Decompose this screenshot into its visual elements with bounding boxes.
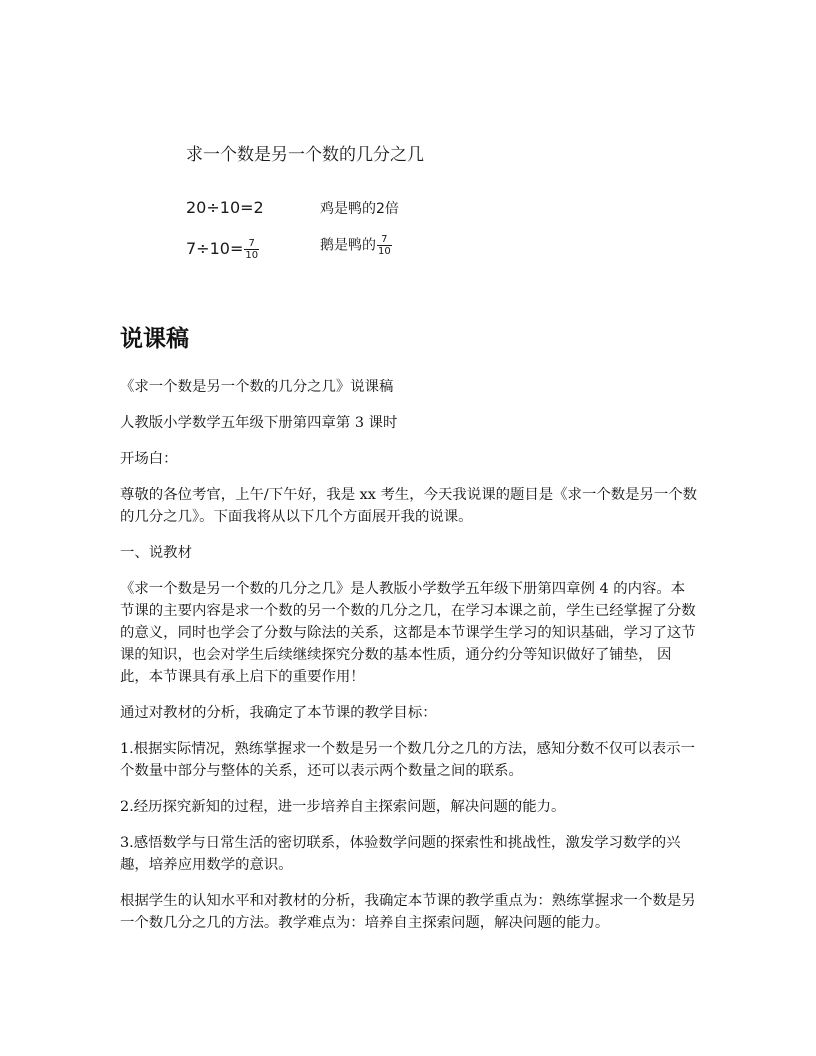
note-two	[320, 234, 392, 257]
opening-label: 开场白：	[120, 451, 178, 467]
equation-two-prefix: 7÷10=	[186, 239, 244, 258]
objective-item: 3.感悟数学与日常生活的密切联系，体验数学问题的探索性和挑战性，激发学习数学的兴趣，培养应用数学的意识。	[120, 835, 681, 873]
key-points-paragraph: 根据学生的认知水平和对教材的分析，我确定本节课的教学重点为：熟练掌握求一个数是另一个数几分之几的方法。教学难点为：培养自主探索问题，解决问题的能力。	[120, 893, 696, 931]
blackboard-example	[186, 140, 486, 270]
equation-two	[186, 238, 259, 261]
fraction-numerator: 7	[377, 234, 392, 246]
equation-two-fraction	[244, 238, 259, 261]
objective-item: 1.根据实际情况，熟练掌握求一个数是另一个数几分之几的方法，感知分数不仅可以表示一个数量中部分与整体的关系，还可以表示两个数量之间的联系。	[120, 741, 695, 779]
textbook-info: 人教版小学数学五年级下册第四章第 3 课时	[120, 415, 398, 431]
note-two-fraction	[377, 234, 392, 257]
section-heading: 一、说教材	[120, 545, 192, 561]
fraction-numerator: 7	[244, 238, 259, 250]
objective-item: 2.经历探究新知的过程，进一步培养自主探索问题，解决问题的能力。	[120, 799, 566, 815]
board-title: 求一个数是另一个数的几分之几	[186, 145, 424, 165]
note-one: 鸡是鸭的2倍	[320, 201, 399, 217]
fraction-denominator: 10	[245, 250, 259, 261]
document-heading: 说课稿	[120, 326, 189, 352]
equation-one: 20÷10=2	[186, 198, 264, 217]
material-paragraph: 《求一个数是另一个数的几分之几》是人教版小学数学五年级下册第四章例 4 的内容。本节课的主要内容是求一个数的另一个数的几分之几，在学习本课之前，学生已经掌握了分数的意义，同时也学会了分数与除法的关系，这都是本节课学生学习的知识基础，学习了这节课的知识，也会对学生后续继续探究分数的基本性质，通分约分等知识做好了铺垫， 因此，本节课具有承上启下的重要作用！	[120, 581, 696, 685]
objectives-intro: 通过对教材的分析，我确定了本节课的教学目标：	[120, 705, 437, 721]
opening-paragraph: 尊敬的各位考官，上午/下午好，我是 xx 考生，今天我说课的题目是《求一个数是另一个数的几分之几》。下面我将从以下几个方面展开我的说课。	[120, 487, 698, 525]
doc-title-line: 《求一个数是另一个数的几分之几》说课稿	[120, 379, 394, 395]
document-body	[120, 376, 698, 948]
note-two-prefix: 鹅是鸭的	[320, 237, 376, 254]
fraction-denominator: 10	[378, 246, 391, 257]
